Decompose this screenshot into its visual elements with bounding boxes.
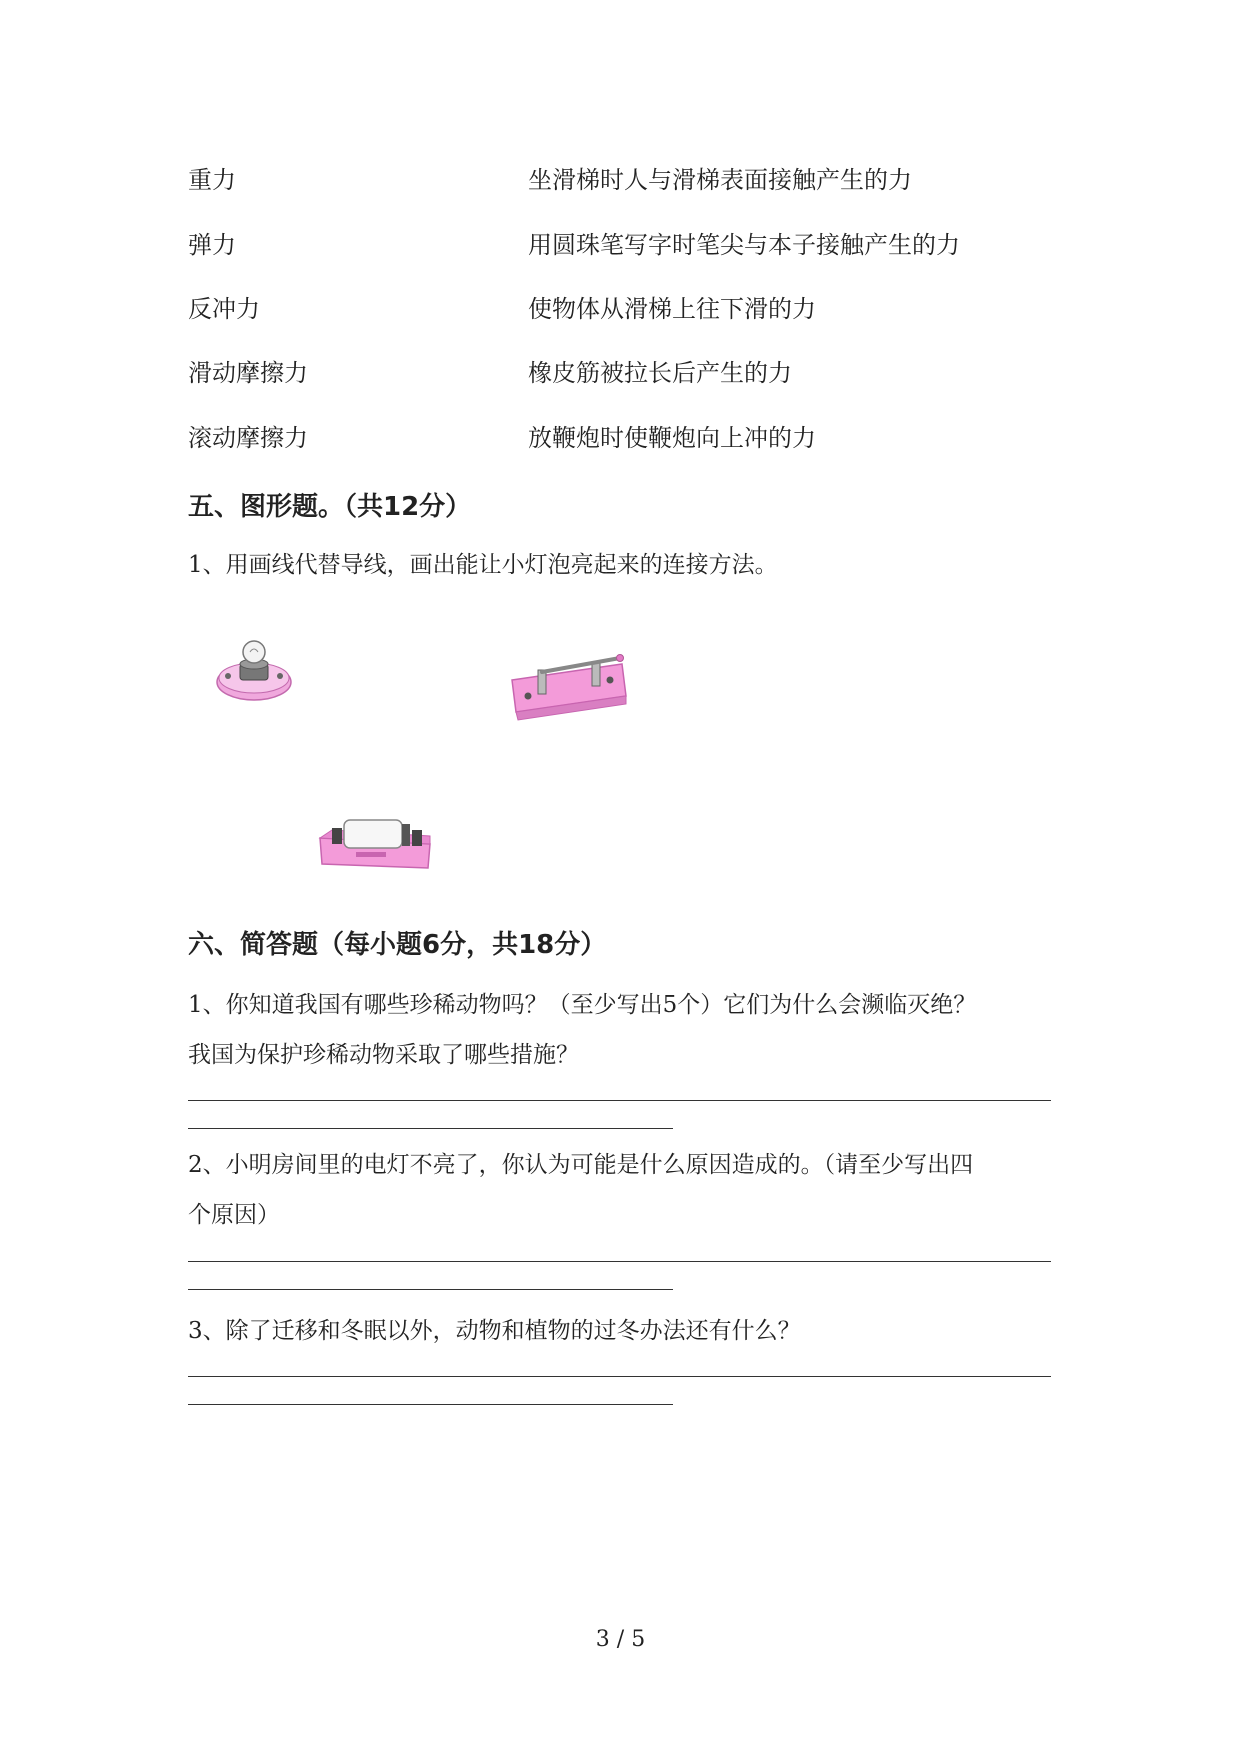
answer-line: [188, 1128, 673, 1129]
section6-question-3: 3、除了迁移和冬眠以外，动物和植物的过冬办法还有什么？: [188, 1318, 801, 1344]
switch-icon: [508, 650, 633, 720]
match-left-3: 反冲力: [188, 295, 260, 323]
match-left-5: 滚动摩擦力: [188, 424, 308, 452]
battery-holder-icon: [318, 808, 433, 873]
match-right-5: 放鞭炮时使鞭炮向上冲的力: [528, 424, 816, 452]
section6-title: 六、简答题（每小题6分，共18分）: [188, 930, 607, 960]
section6-question-1-line2: 我国为保护珍稀动物采取了哪些措施？: [188, 1042, 579, 1068]
bulb-holder-icon: [214, 638, 294, 708]
match-left-4: 滑动摩擦力: [188, 359, 308, 387]
page-number: 3 / 5: [595, 1627, 646, 1652]
match-right-2: 用圆珠笔写字时笔尖与本子接触产生的力: [528, 231, 960, 259]
section5-title: 五、图形题。（共12分）: [188, 492, 472, 522]
match-left-2: 弹力: [188, 231, 236, 259]
match-right-1: 坐滑梯时人与滑梯表面接触产生的力: [528, 166, 912, 194]
match-right-3: 使物体从滑梯上往下滑的力: [528, 295, 816, 323]
answer-line: [188, 1404, 673, 1405]
answer-line: [188, 1376, 1051, 1377]
section6-question-2-line1: 2、小明房间里的电灯不亮了，你认为可能是什么原因造成的。（请至少写出四: [188, 1152, 974, 1178]
answer-line: [188, 1261, 1051, 1262]
section6-question-1-line1: 1、你知道我国有哪些珍稀动物吗？（至少写出5个）它们为什么会濒临灭绝？: [188, 992, 977, 1018]
section5-question-1: 1、用画线代替导线，画出能让小灯泡亮起来的连接方法。: [188, 552, 778, 578]
answer-line: [188, 1289, 673, 1290]
match-left-1: 重力: [188, 166, 236, 194]
section6-question-2-line2: 个原因）: [188, 1202, 280, 1228]
match-right-4: 橡皮筋被拉长后产生的力: [528, 359, 792, 387]
answer-line: [188, 1100, 1051, 1101]
